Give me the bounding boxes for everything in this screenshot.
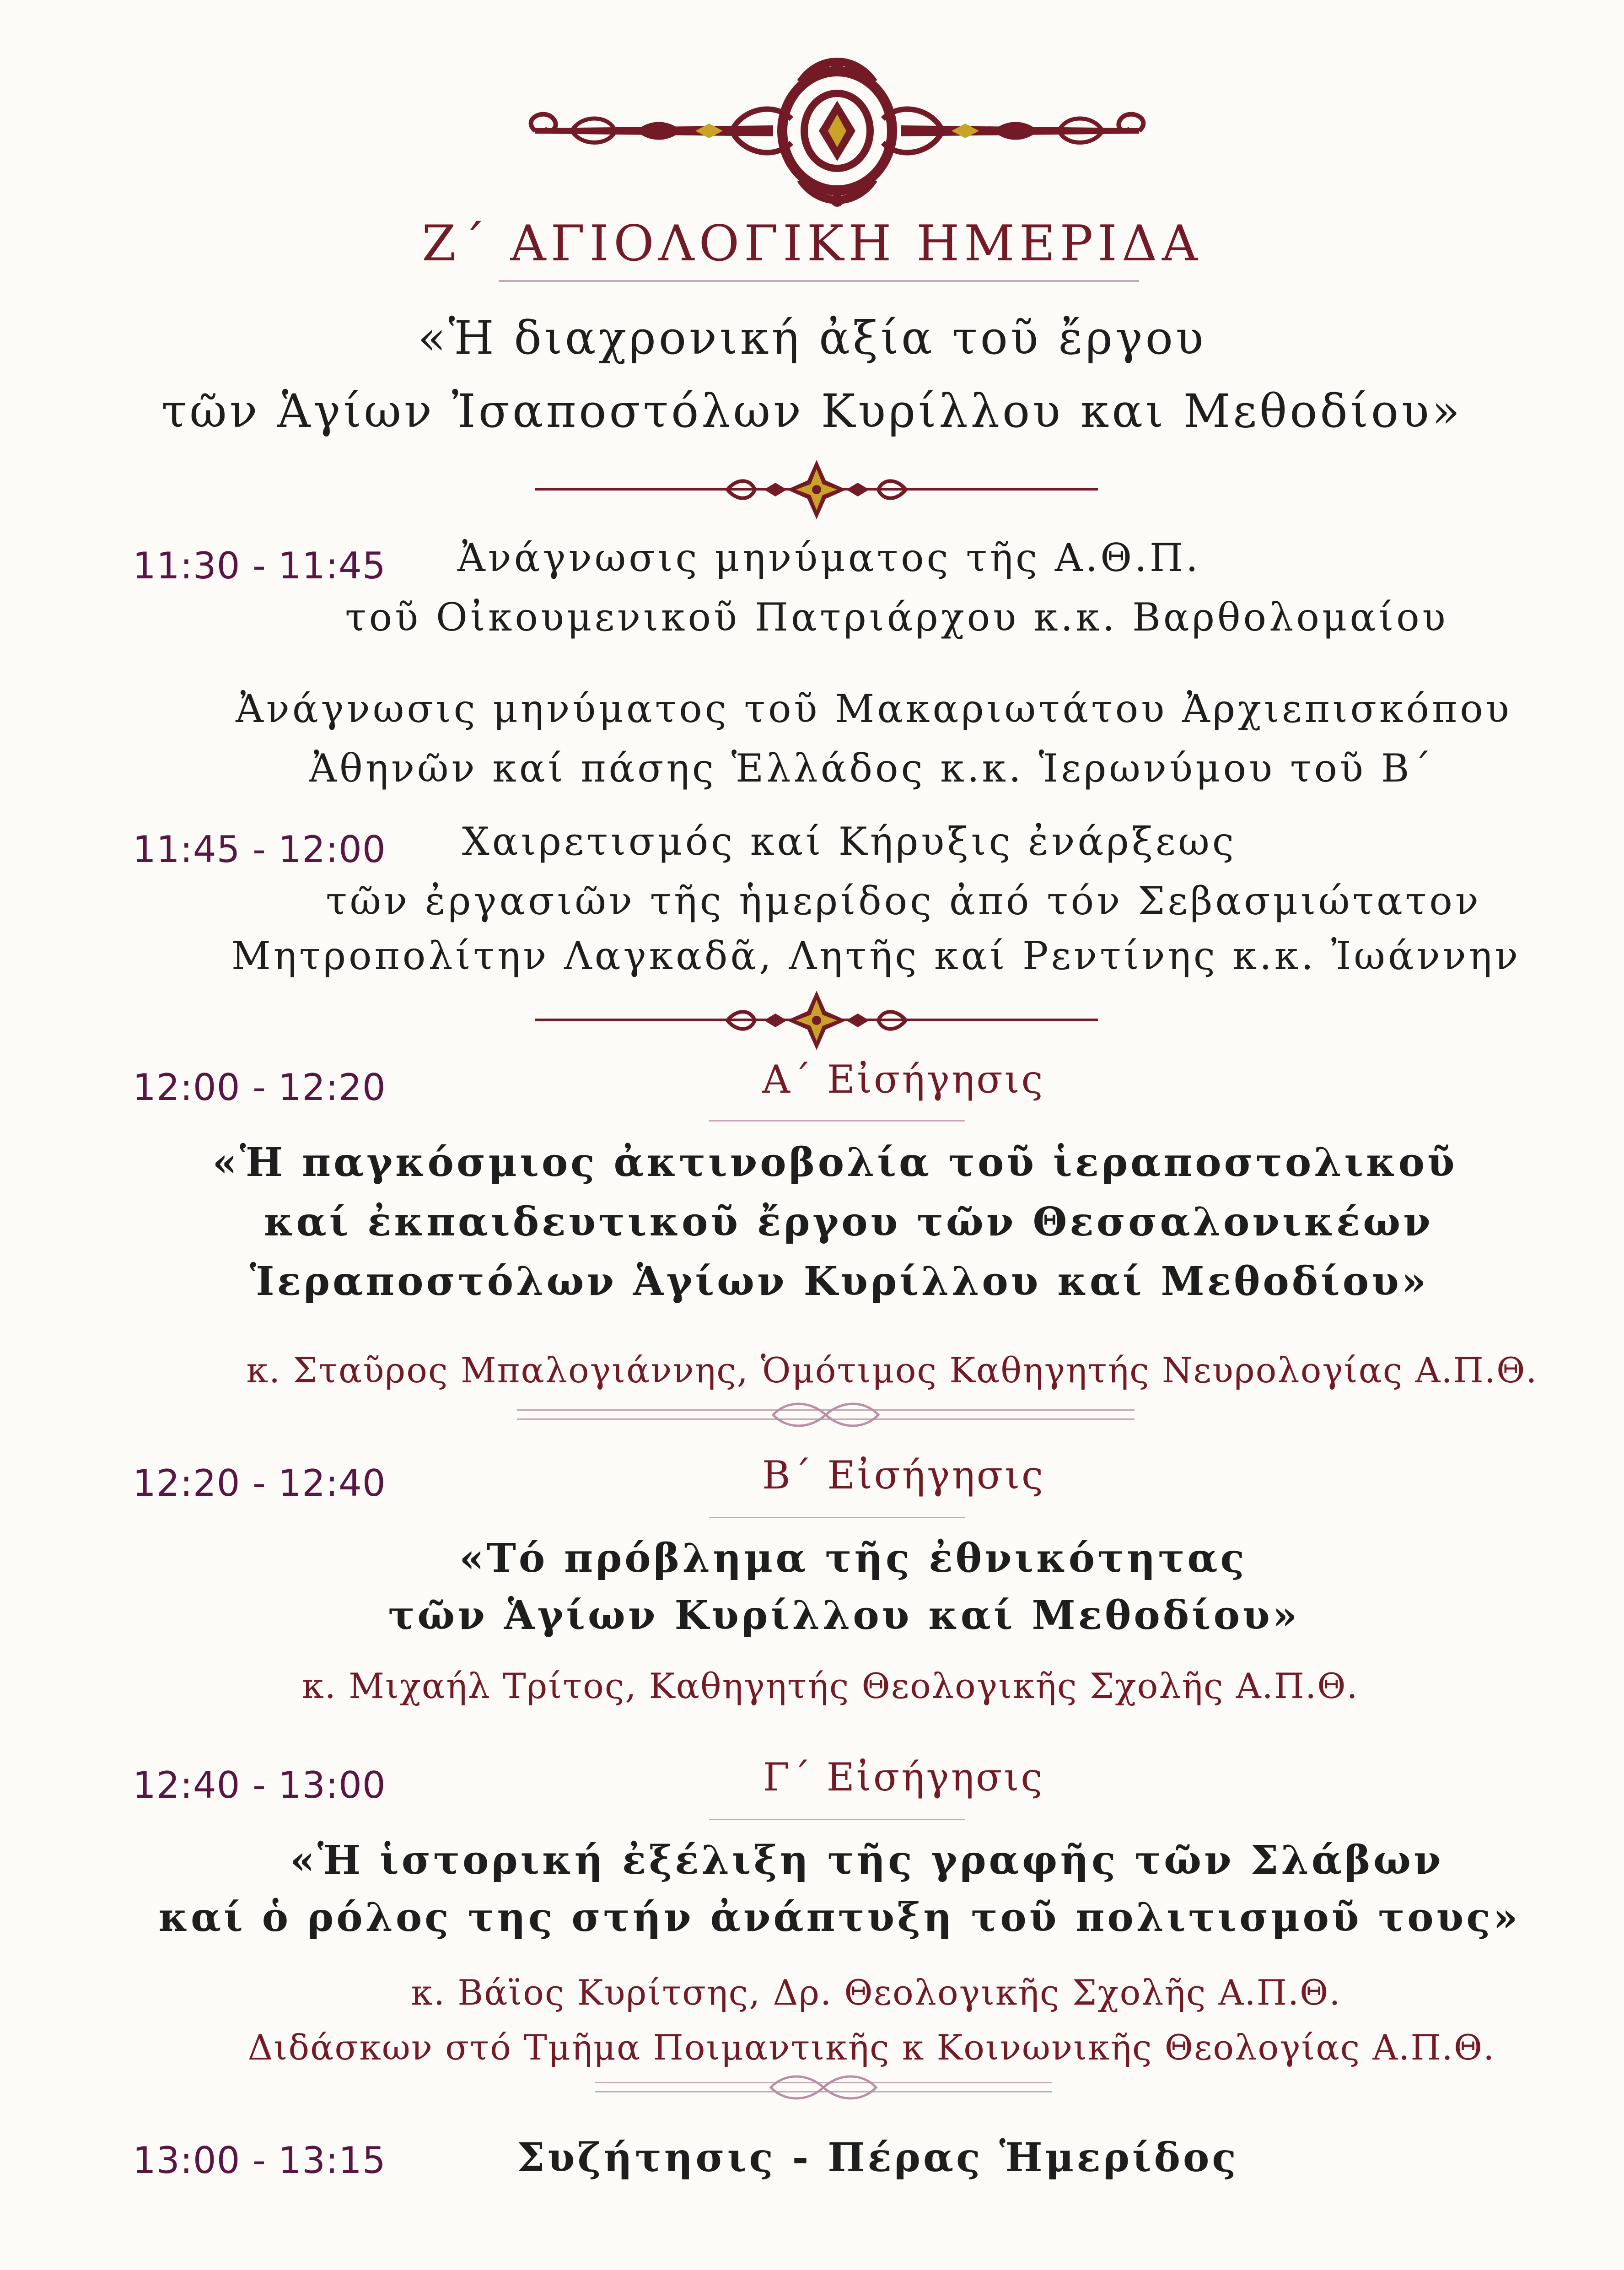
- heading-b: Β΄ Εἰσήγησις: [762, 1453, 1045, 1498]
- slot5-line2: καί ὁ ρόλος της στήν ἀνάπτυξη τοῦ πολιτισμοῦ τους»: [158, 1894, 1521, 1941]
- scroll-divider-icon: [517, 1396, 1135, 1437]
- slot4-line1: «Τό πρόβλημα τῆς ἐθνικότητας: [459, 1535, 1247, 1581]
- slot5-speaker-1: κ. Βάϊος Κυρίτσης, Δρ. Θεολογικῆς Σχολῆς Α.Π.Θ.: [411, 1972, 1341, 2013]
- heading-a-underline: [709, 1120, 965, 1122]
- top-ornament: [517, 55, 1157, 210]
- slot5-line1: «Ἡ ἱστορική ἐξέλιξη τῆς γραφῆς τῶν Σλάβων: [290, 1837, 1444, 1883]
- star-divider-icon: [535, 988, 1098, 1052]
- slot3-line2: καί ἐκπαιδευτικοῦ ἔργου τῶν Θεσσαλονικέων: [264, 1199, 1433, 1245]
- title-underline: [499, 280, 1139, 282]
- slot1-line2: τοῦ Οἰκουμενικοῦ Πατριάρχου κ.κ. Βαρθολομαίου: [345, 595, 1448, 640]
- time-slot-5: 12:40 - 13:00: [133, 1764, 386, 1806]
- time-slot-6: 13:00 - 13:15: [133, 2139, 386, 2182]
- subtitle-line-1: «Ἡ διαχρονική ἀξία τοῦ ἔργου: [418, 311, 1206, 365]
- slot1-line4: Ἀθηνῶν καί πάσης Ἑλλάδος κ.κ. Ἱερωνύμου τοῦ Β΄: [309, 746, 1434, 791]
- time-slot-4: 12:20 - 12:40: [133, 1462, 386, 1504]
- slot2-line2: τῶν ἐργασιῶν τῆς ἡμερίδος ἀπό τόν Σεβασμιώτατον: [326, 879, 1481, 923]
- slot4-line2: τῶν Ἁγίων Κυρίλλου καί Μεθοδίου»: [388, 1592, 1300, 1639]
- slot6-line1: Συζήτησις - Πέρας Ἡμερίδος: [517, 2135, 1239, 2181]
- slot2-line1: Χαιρετισμός καί Κήρυξις ἐνάρξεως: [462, 819, 1237, 864]
- heading-c: Γ΄ Εἰσήγησις: [763, 1755, 1044, 1800]
- slot1-line3: Ἀνάγνωσις μηνύματος τοῦ Μακαριωτάτου Ἀρχιεπισκόπου: [236, 686, 1512, 731]
- star-divider-icon: [535, 458, 1098, 522]
- heading-b-underline: [709, 1517, 965, 1518]
- slot3-line1: «Ἡ παγκόσμιος ἀκτινοβολία τοῦ ἱεραποστολικοῦ: [212, 1139, 1457, 1186]
- time-slot-2: 11:45 - 12:00: [133, 828, 386, 871]
- slot3-line3: Ἱεραποστόλων Ἁγίων Κυρίλλου καί Μεθοδίου»: [250, 1258, 1429, 1305]
- slot2-line3: Μητροπολίτην Λαγκαδᾶ, Λητῆς καί Ρεντίνης κ.κ. Ἰωάννην: [231, 933, 1521, 978]
- slot4-speaker: κ. Μιχαήλ Τρίτος, Καθηγητής Θεολογικῆς Σχολῆς Α.Π.Θ.: [302, 1666, 1359, 1706]
- heading-c-underline: [709, 1819, 965, 1820]
- time-slot-3: 12:00 - 12:20: [133, 1066, 386, 1109]
- scroll-divider-icon: [595, 2068, 1052, 2109]
- heading-a: Α΄ Εἰσήγησις: [762, 1057, 1045, 1102]
- slot1-line1: Ἀνάγνωσις μηνύματος τῆς Α.Θ.Π.: [457, 535, 1201, 580]
- time-slot-1: 11:30 - 11:45: [133, 545, 386, 587]
- page-title: Ζ΄ ΑΓΙΟΛΟΓΙΚΗ ΗΜΕΡΙΔΑ: [422, 215, 1202, 272]
- subtitle-line-2: τῶν Ἁγίων Ἰσαποστόλων Κυρίλλου και Μεθοδίου»: [161, 384, 1463, 438]
- slot3-speaker: κ. Σταῦρος Μπαλογιάννης, Ὁμότιμος Καθηγητής Νευρολογίας Α.Π.Θ.: [246, 1350, 1538, 1391]
- slot5-speaker-2: Διδάσκων στό Τμῆμα Ποιμαντικῆς κ Κοινωνικῆς Θεολογίας Α.Π.Θ.: [247, 2027, 1495, 2068]
